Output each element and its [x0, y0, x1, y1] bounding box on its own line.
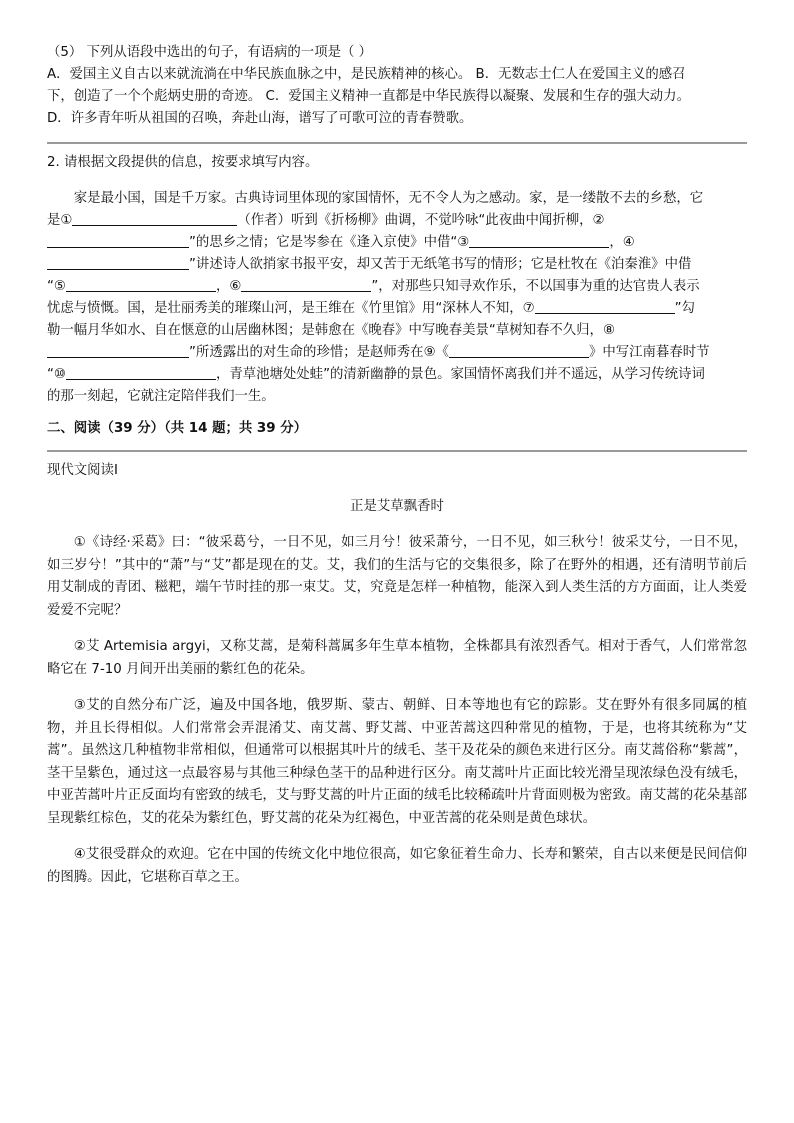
reading-1-label: 现代文阅读Ⅰ — [47, 463, 118, 478]
blank-8[interactable] — [47, 343, 189, 358]
q2-line-5 — [47, 276, 747, 298]
q2-line-7: 勒一幅月华如水、自在惬意的山居幽林图；是韩愈在《晚春》中写晚春美景“草树知春不久归，⑧ — [47, 323, 615, 338]
q2-line-4 — [47, 254, 747, 276]
blank-10[interactable] — [66, 365, 216, 380]
q2-text: ”讲述诗人欲捎家书报平安，却又苦于无纸笔书写的情形；它是杜牧在《泊秦淮》中借 — [189, 257, 692, 272]
article-title: 正是艾草飘香时 — [350, 499, 444, 514]
q2-text: （作者）听到《折杨柳》曲调，不觉吟咏“此夜曲中闻折柳，② — [237, 213, 605, 228]
q2-line-3 — [47, 232, 747, 254]
article-paragraph-4: ④艾很受群众的欢迎。它在中国的传统文化中地位很高，如它象征着生命力、长寿和繁荣，自古以来便是民间信仰的图腾。因此，它堪称百草之王。 — [47, 847, 747, 885]
article-paragraph-1: ①《诗经·采葛》曰：“彼采葛兮，一日不见，如三月兮！彼采萧兮，一日不见，如三秋兮！彼采艾兮，一日不见，如三岁兮！”其中的“萧”与“艾”都是现在的艾。艾，我们的生活与它的交集很多，除了在野外的相遇，还有清明节前后用艾制成的青团、糍粑，端午节时挂的那一束艾。艾，究竟是怎样一种植物，能深入到人类生活的方方面面，让人类爱爱爱不完呢？ — [47, 535, 747, 618]
article-paragraph-3: ③艾的自然分布广泛，遍及中国各地，俄罗斯、蒙古、朝鲜、日本等地也有它的踪影。艾在野外有很多同属的植物，并且长得相似。人们常常会弄混淆艾、南艾蒿、野艾蒿、中亚苦蒿这四种常见的植物，于是，也将其统称为“艾蒿”。虽然这几种植物非常相似，但通常可以根据其叶片的绒毛、茎干及花朵的颜色来进行区分。南艾蒿俗称“紫蒿”，茎干呈紫色，通过这一点最容易与其他三种绿色茎干的品种进行区分。南艾蒿叶片正面比较光滑呈现浓绿色没有绒毛，中亚苦蒿叶片正反面均有密致的绒毛，艾与野艾蒿的叶片正面的绒毛比较稀疏叶片背面则极为密致。南艾蒿的花朵基部呈现紫红棕色，艾的花朵为紫红色，野艾蒿的花朵为红褐色，中亚苦蒿的花朵则是黄色球状。 — [47, 698, 747, 826]
q2-text: 》中写江南暮春时节 — [588, 345, 710, 360]
exam-page — [47, 42, 747, 889]
q2-text: 忧虑与愤慨。国，是壮丽秀美的璀璨山河，是王维在《竹里馆》用“深林人不知，⑦ — [47, 301, 535, 316]
article-paragraph-2: ②艾 Artemisia argyi，又称艾蒿，是菊科蒿属多年生草本植物，全株都具有浓烈香气。相对于香气，人们常常忽略它在 7-10 月间开出美丽的紫红色的花朵。 — [47, 639, 747, 677]
q2-line-1: 家是最小国，国是千万家。古典诗词里体现的家国情怀，无不令人为之感动。家，是一缕散不去的乡愁，它 — [73, 191, 704, 206]
q2-text: 是① — [47, 213, 73, 228]
q5-options-line-3: D．许多青年听从祖国的召唤，奔赴山海，谱写了可歌可泣的青春赞歌。 — [47, 111, 473, 126]
section-2-title: 二、阅读（39 分）（共 14 题；共 39 分） — [47, 421, 307, 436]
divider — [47, 142, 747, 144]
q2-line-10: 的那一刻起，它就注定陪伴我们一生。 — [47, 389, 275, 404]
q2-text: ，⑥ — [215, 279, 242, 294]
q2-line-6 — [47, 298, 747, 320]
q2-text: ”所透露出的对生命的珍惜；是赵师秀在⑨《 — [189, 345, 449, 360]
q2-text: “⑩ — [47, 367, 66, 382]
blank-4[interactable] — [47, 255, 189, 270]
q2-text: ，④ — [609, 235, 635, 250]
q2-text: ，青草池塘处处蛙”的清新幽静的景色。家国情怀离我们并不遥远，从学习传统诗词 — [215, 367, 705, 382]
q5-stem: （5） 下列从语段中选出的句子，有语病的一项是（ ） — [47, 45, 373, 60]
q2-text: ”的思乡之情；它是岑参在《逢入京使》中借“③ — [189, 235, 470, 250]
question-5 — [47, 42, 747, 130]
q2-line-9 — [47, 364, 747, 386]
blank-9[interactable] — [449, 343, 589, 358]
q2-text: ”勾 — [674, 301, 695, 316]
question-2 — [47, 152, 747, 408]
blank-5[interactable] — [66, 277, 216, 292]
q5-options-line-1: A．爱国主义自古以来就流淌在中华民族血脉之中，是民族精神的核心。 B．无数志士仁人在爱国主义的感召 — [47, 67, 686, 82]
blank-3[interactable] — [469, 233, 609, 248]
q5-options-line-2: 下，创造了一个个彪炳史册的奇迹。 C．爱国主义精神一直都是中华民族得以凝聚、发展和生存的强大动力。 — [47, 89, 690, 104]
blank-7[interactable] — [535, 299, 675, 314]
divider — [47, 450, 747, 452]
q2-text: ”，对那些只知寻欢作乐，不以国事为重的达官贵人表示 — [371, 279, 700, 294]
q2-line-2 — [47, 210, 747, 232]
blank-2[interactable] — [47, 233, 189, 248]
q2-stem: 2. 请根据文段提供的信息，按要求填写内容。 — [47, 155, 319, 170]
q2-text: “⑤ — [47, 279, 66, 294]
blank-6[interactable] — [241, 277, 371, 292]
q2-line-8 — [47, 342, 747, 364]
blank-1[interactable] — [72, 211, 237, 226]
